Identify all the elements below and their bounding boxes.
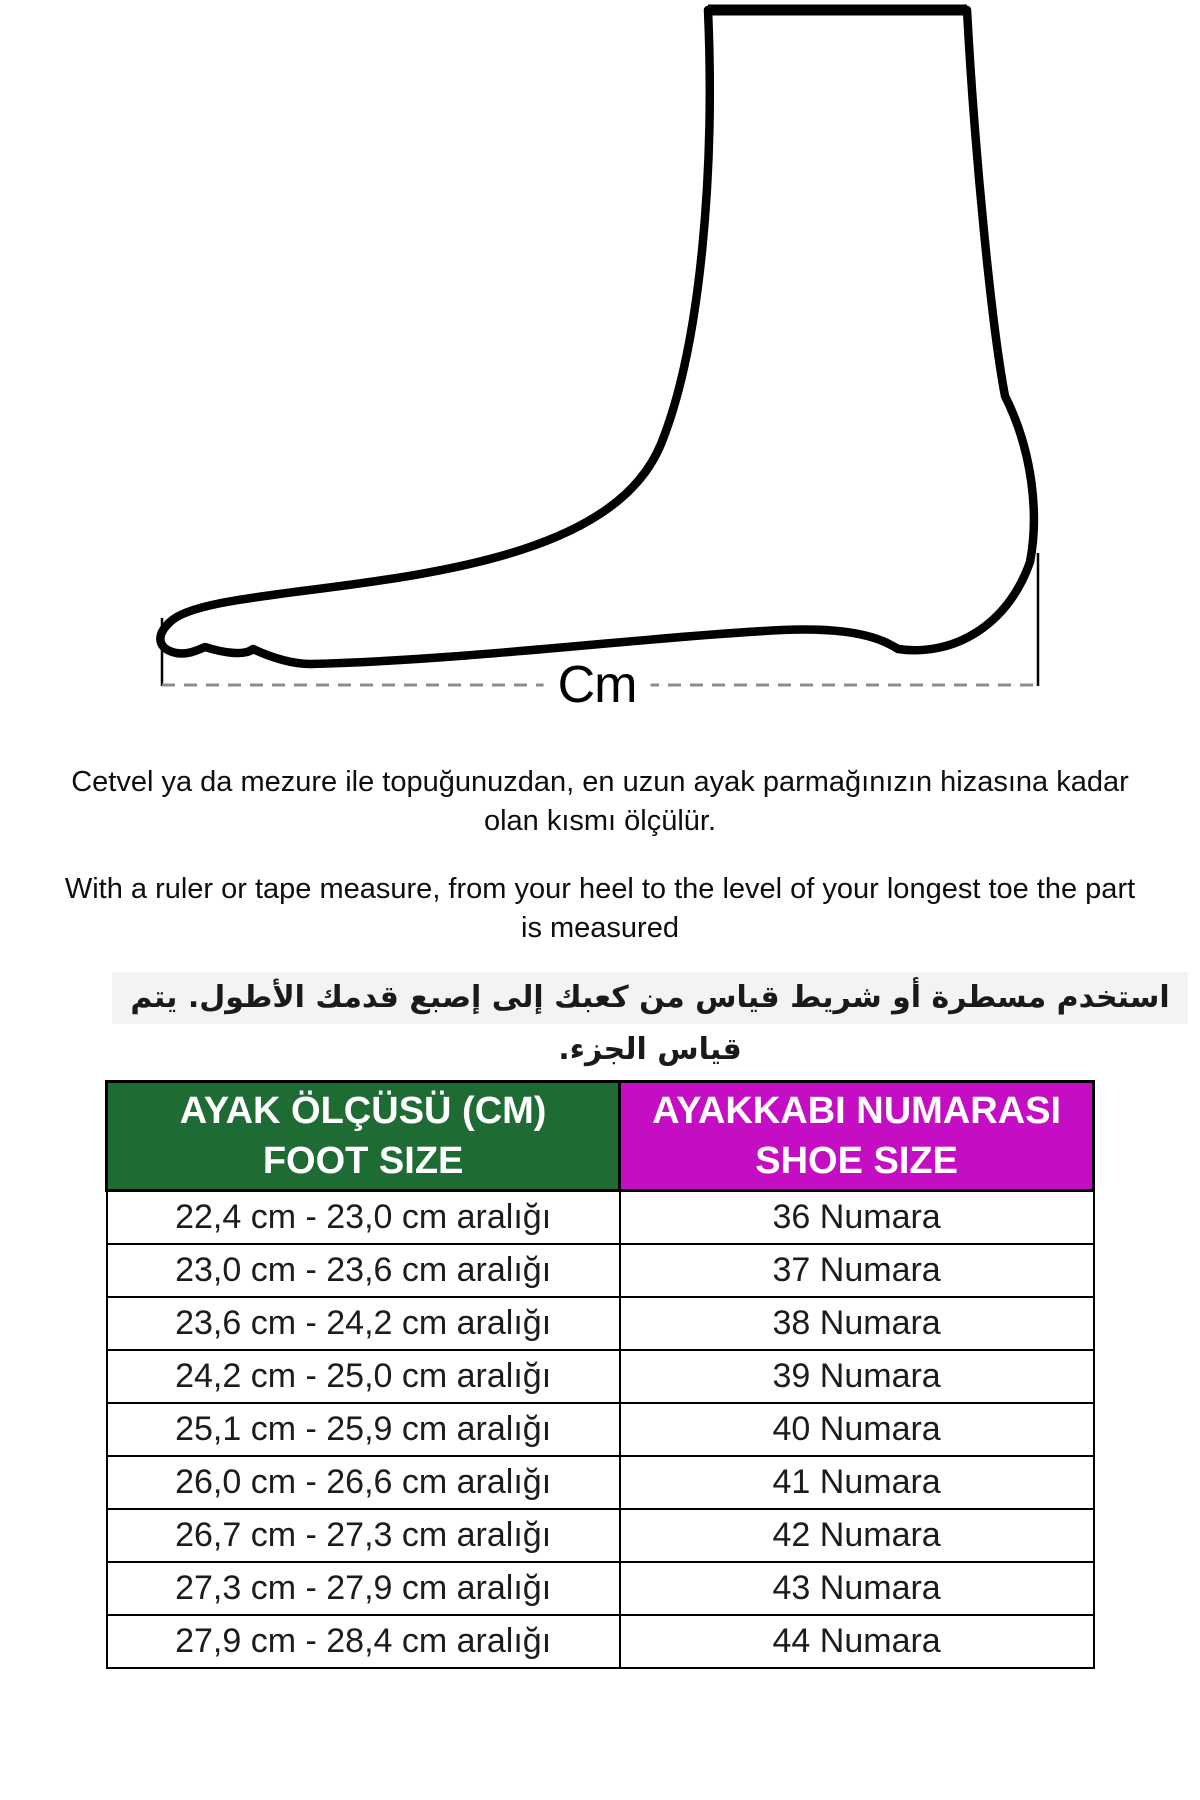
- foot-size-cell: 27,3 cm - 27,9 cm aralığı: [107, 1562, 620, 1615]
- table-row: [107, 1403, 1094, 1456]
- foot-size-cell: 23,6 cm - 24,2 cm aralığı: [107, 1297, 620, 1350]
- shoe-size-header: [620, 1082, 1094, 1191]
- shoe-size-cell: 44 Numara: [620, 1615, 1094, 1668]
- shoe-size-header-line2: SHOE SIZE: [755, 1140, 958, 1182]
- foot-outline: [160, 10, 1033, 664]
- instruction-turkish: Cetvel ya da mezure ile topuğunuzdan, en uzun ayak parmağınızın hizasına kadar olan kısmı ölçülür.: [71, 766, 1129, 837]
- table-row: [107, 1350, 1094, 1403]
- table-row: [107, 1509, 1094, 1562]
- table-row: [107, 1456, 1094, 1509]
- instruction-arabic: استخدم مسطرة أو شريط قياس من كعبك إلى إصبع قدمك الأطول. يتم قياس الجزء.: [112, 972, 1188, 1024]
- table-row: [107, 1191, 1094, 1245]
- foot-size-header-line2: FOOT SIZE: [262, 1140, 464, 1182]
- shoe-size-cell: 40 Numara: [620, 1403, 1094, 1456]
- shoe-size-cell: 36 Numara: [620, 1191, 1094, 1245]
- table-row: [107, 1297, 1094, 1350]
- shoe-size-cell: 43 Numara: [620, 1562, 1094, 1615]
- shoe-size-cell: 42 Numara: [620, 1509, 1094, 1562]
- shoe-size-cell: 39 Numara: [620, 1350, 1094, 1403]
- foot-size-cell: 27,9 cm - 28,4 cm aralığı: [107, 1615, 620, 1668]
- size-table: [105, 1080, 1095, 1669]
- foot-size-cell: 26,7 cm - 27,3 cm aralığı: [107, 1509, 620, 1562]
- table-row: [107, 1244, 1094, 1297]
- shoe-size-cell: 38 Numara: [620, 1297, 1094, 1350]
- foot-outline-figure: [0, 0, 1200, 760]
- table-row: [107, 1562, 1094, 1615]
- instruction-english: With a ruler or tape measure, from your heel to the level of your longest toe the part is measured: [64, 873, 1136, 944]
- shoe-size-header-line1: AYAKKABI NUMARASI: [652, 1090, 1062, 1132]
- foot-size-cell: 26,0 cm - 26,6 cm aralığı: [107, 1456, 620, 1509]
- table-header-row: [107, 1082, 1094, 1191]
- foot-size-cell: 24,2 cm - 25,0 cm aralığı: [107, 1350, 620, 1403]
- foot-size-header-line1: AYAK ÖLÇÜSÜ (CM): [179, 1090, 547, 1132]
- foot-size-cell: 23,0 cm - 23,6 cm aralığı: [107, 1244, 620, 1297]
- table-row: [107, 1615, 1094, 1668]
- cm-unit-label: Cm: [544, 655, 651, 715]
- foot-size-cell: 22,4 cm - 23,0 cm aralığı: [107, 1191, 620, 1245]
- shoe-size-cell: 37 Numara: [620, 1244, 1094, 1297]
- shoe-size-cell: 41 Numara: [620, 1456, 1094, 1509]
- foot-size-header: [107, 1082, 620, 1191]
- foot-size-cell: 25,1 cm - 25,9 cm aralığı: [107, 1403, 620, 1456]
